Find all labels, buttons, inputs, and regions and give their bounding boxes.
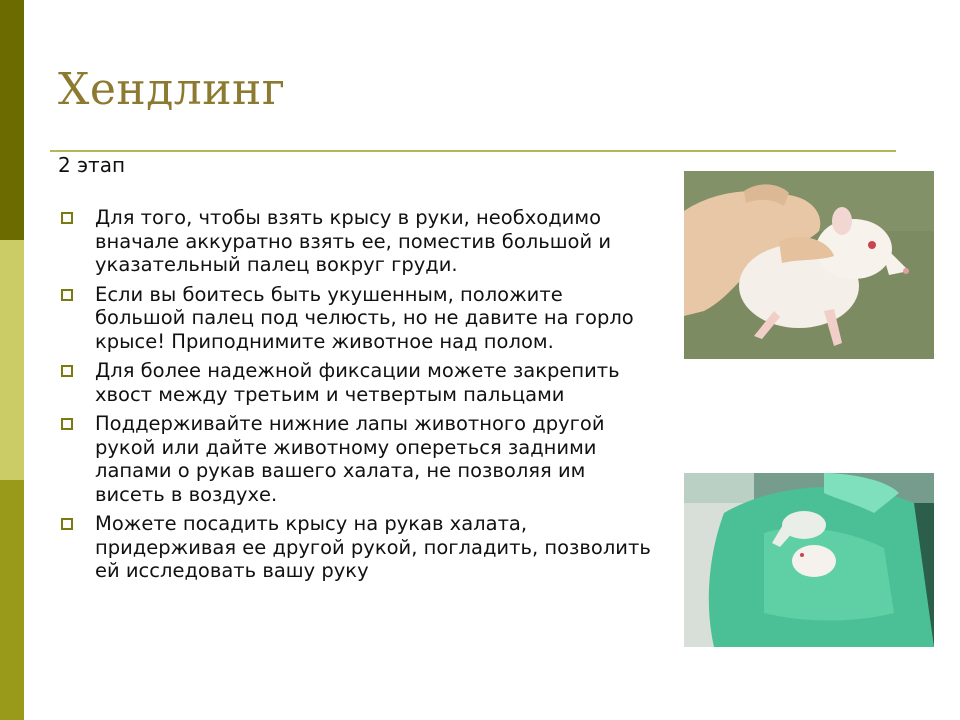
bullet-item — [58, 412, 658, 506]
sidebar-accent-top — [0, 0, 24, 240]
bullet-item — [58, 512, 658, 583]
photo-rat-on-gown-sleeve — [684, 473, 934, 647]
bullet-text: Для более надежной фиксации можете закрепить хвост между третьим и четвертым пальцами — [95, 359, 620, 406]
sidebar-accent-bottom — [0, 480, 24, 720]
slide-title: Хендлинг — [58, 64, 286, 115]
bullet-marker-icon — [61, 289, 73, 301]
sidebar-accent-middle — [0, 240, 24, 480]
bullet-text: Для того, чтобы взять крысу в руки, необходимо вначале аккуратно взять ее, поместив большой и указательный палец вокруг груди. — [95, 206, 612, 276]
slide-subtitle: 2 этап — [58, 153, 126, 177]
bullet-marker-icon — [61, 418, 73, 430]
bullet-text: Поддерживайте нижние лапы животного другой рукой или дайте животному опереться задними лапами о рукав вашего халата, не позволяя им висеть в воздухе. — [95, 412, 605, 506]
bullet-marker-icon — [61, 518, 73, 530]
bullet-text: Можете посадить крысу на рукав халата, придерживая ее другой рукой, погладить, позволить ей исследовать вашу руку — [95, 512, 651, 582]
bullet-list — [58, 206, 658, 589]
bullet-item — [58, 283, 658, 354]
bullet-marker-icon — [61, 212, 73, 224]
bullet-text: Если вы боитесь быть укушенным, положите большой палец под челюсть, но не давите на горло крысе! Приподнимите животное над полом. — [95, 282, 634, 353]
photo-rat-held-in-hand — [684, 171, 934, 359]
title-divider — [50, 150, 896, 152]
bullet-marker-icon — [61, 365, 73, 377]
bullet-item — [58, 206, 658, 277]
bullet-item — [58, 359, 658, 406]
